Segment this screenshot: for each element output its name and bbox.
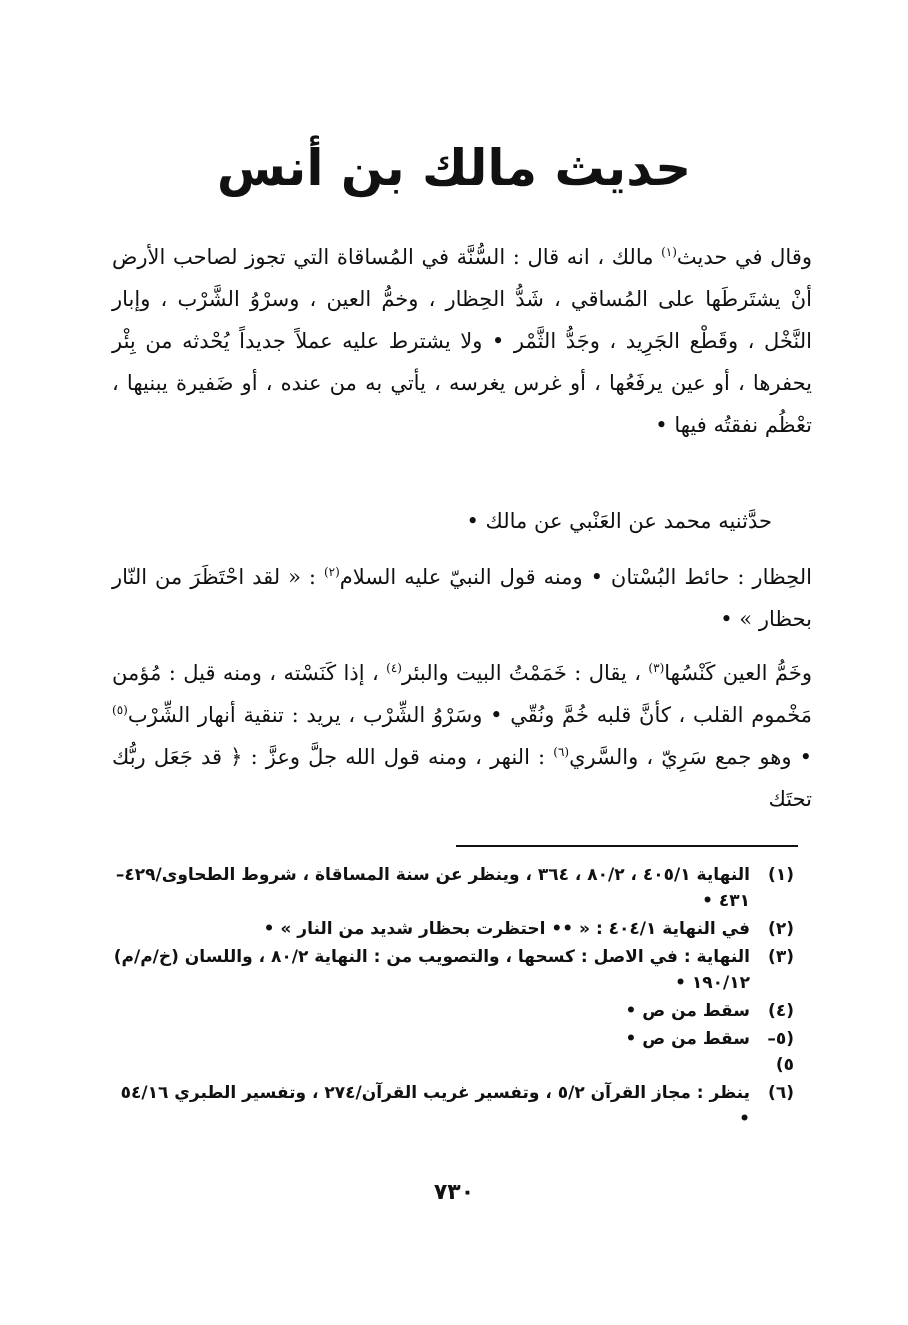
footnote-text: في النهاية ٤٠٤/١ : « •• احتظرت بحظار شديد من النار » •: [263, 919, 750, 939]
footnote-ref-6: (٦): [553, 745, 570, 759]
footnote-number: (٤): [768, 1001, 794, 1021]
footnote-ref-1: (١): [661, 245, 677, 259]
footnotes: [112, 862, 812, 1134]
footnote-text: سقط من ص •: [625, 1001, 750, 1021]
footnote-number: (٥–٥): [767, 1029, 794, 1075]
footnote-number: (٣): [768, 947, 794, 967]
footnote-ref-5: (٥): [112, 703, 128, 717]
footnote: [112, 916, 812, 942]
text-segment: وخَمُّ العين كَنْسُها: [664, 661, 812, 685]
text-segment: ، يقال : خَمَمْتُ البيت والبئر: [401, 661, 649, 685]
footnote: [112, 998, 812, 1024]
text-segment: : « لقد احْتَظَرَ من النّار بحظار » •: [112, 565, 812, 631]
footnote-divider: [456, 845, 798, 847]
footnote-text: النهاية ٤٠٥/١ ، ٨٠/٢ ، ٣٦٤ ، وينظر عن سنة المساقاة ، شروط الطحاوى/٤٢٩–٤٣١ •: [115, 865, 750, 911]
paragraph-text: [112, 500, 812, 542]
footnote: [112, 1080, 812, 1132]
footnote-ref-3: (٣): [648, 661, 665, 675]
page-number: ٧٣٠: [433, 1180, 475, 1205]
paragraph-3: [112, 556, 812, 640]
footnote-ref-4: (٤): [386, 661, 402, 675]
footnote-number: (٢): [768, 919, 794, 939]
paragraph-text: [112, 556, 812, 640]
text-segment: مالك ، انه قال : السُّنَّة في المُساقاة التي تجوز لصاحب الأرض أنْ يشتَرطَها على المُساقي ، شَدُّ الحِظار ، وخمُّ العين ، وسرْوُ الشَّرْب ، وإبار النَّخْل ، وقَطْع الجَرِيد ، وجَدُّ الثَّمْر • ولا يشترط عليه عملاً جديداً يُحْدثه من بِئْر يحفرها ، أو عين يرفَعُها ، أو غرس يغرسه ، يأتي به من عنده ، أو ضَفيرة يبنيها ، تعْظُم نفقتُه فيها •: [112, 245, 812, 437]
paragraph-2: [112, 500, 812, 542]
text-segment: : النهر ، ومنه قول الله جلَّ وعزَّ : ﴿ قد جَعَل ربُّك تحتَك: [112, 745, 812, 811]
paragraph-text: [112, 236, 812, 446]
footnote: [112, 1026, 812, 1078]
text-segment: حدَّثنيه محمد عن العَنْبي عن مالك •: [466, 509, 772, 533]
text-segment: • وهو جمع سَرِيّ ، والسَّري: [569, 745, 813, 769]
paragraph-1: [112, 236, 812, 446]
text-segment: وقال في حديث: [676, 245, 813, 269]
footnote-number: (٦): [768, 1083, 794, 1103]
footnote: [112, 944, 812, 996]
text-segment: ، إذا كَنَسْته ، ومنه قيل : مُؤمن مَخْموم القلب ، كأنَّ قلبه خُمَّ ونُقّي • وسَرْوُ الشِّرْب ، يريد : تنقية أنهار الشِّرْب: [112, 661, 812, 727]
paragraph-4: [112, 652, 812, 820]
footnote-text: سقط من ص •: [625, 1029, 750, 1049]
footnote-text: النهاية : في الاصل : كسحها ، والتصويب من : النهاية ٨٠/٢ ، واللسان (خ/م/م) ١٩٠/١٢ •: [113, 947, 750, 993]
footnote: [112, 862, 812, 914]
footnote-ref-2: (٢): [323, 565, 340, 579]
footnote-number: (١): [768, 865, 794, 885]
footnote-text: ينظر : مجاز القرآن ٥/٢ ، وتفسير غريب القرآن/٢٧٤ ، وتفسير الطبري ٥٤/١٦ •: [120, 1083, 750, 1129]
text-segment: الحِظار : حائط البُسْتان • ومنه قول النبيّ عليه السلام: [339, 565, 812, 589]
chapter-title: حديث مالك بن أنس: [216, 139, 692, 197]
paragraph-text: [112, 652, 812, 820]
